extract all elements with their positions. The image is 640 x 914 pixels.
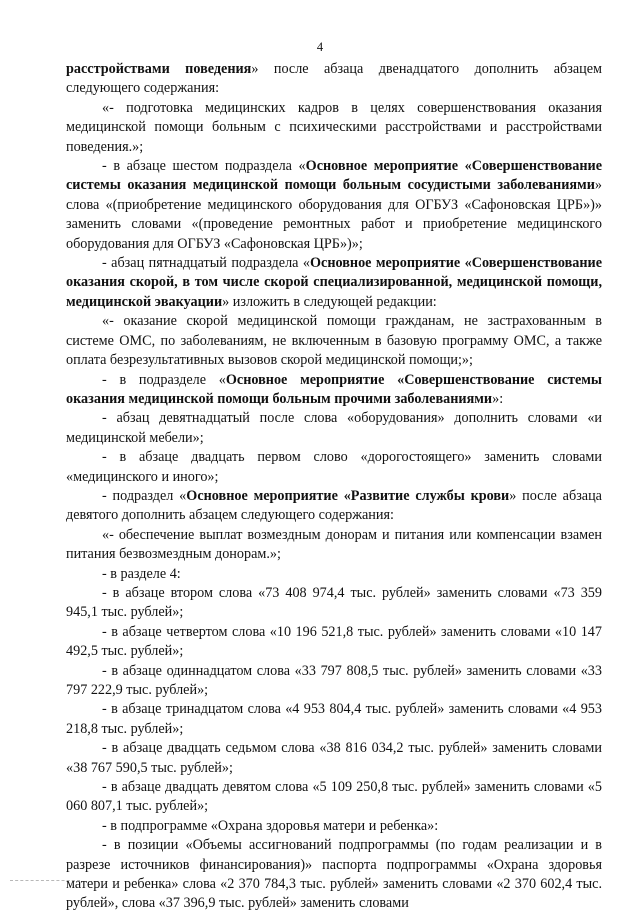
bold-text-fragment: расстройствами поведения [66, 61, 252, 77]
text-fragment: - абзац пятнадцатый подраздела « [102, 255, 310, 272]
paragraph [66, 448, 602, 487]
paragraph [66, 371, 602, 410]
text-fragment: » изложить в следующей редакции: [222, 293, 437, 310]
paragraph [66, 526, 602, 565]
text-fragment: - в абзаце шестом подраздела « [102, 158, 306, 175]
bold-text-fragment: Основное мероприятие «Совершенствование системы оказания медицинской помощи больным сосудистыми заболеваниями [66, 158, 602, 194]
text-fragment: «- обеспечение выплат возмездным донорам и питания или компенсации взамен питания безвозмездным донорам.»; [66, 526, 602, 563]
paragraph [66, 99, 602, 157]
text-fragment: «- подготовка медицинских кадров в целях совершенствования оказания медицинской помощи больным с психическими расстройствами и расстройствами поведения.»; [66, 99, 602, 155]
text-fragment: »: [492, 390, 504, 407]
paragraph [66, 254, 602, 312]
text-fragment: - в абзаце тринадцатом слова «4 953 804,4 тыс. рублей» заменить словами «4 953 218,8 тыс. рублей»; [66, 701, 602, 737]
paragraph [66, 409, 602, 448]
paragraph [66, 836, 602, 914]
paragraph [66, 312, 602, 370]
paragraph [66, 157, 602, 254]
paragraph [66, 584, 602, 623]
footer-separator [10, 880, 80, 881]
text-fragment: «- оказание скорой медицинской помощи гражданам, не застрахованным в системе ОМС, по заболеваниям, не включенным в базовую программу ОМС, а также оплата безрезультативных вызовов скорой медицинской помощи;»; [66, 313, 602, 369]
text-fragment: » после абзаца двенадцатого дополнить абзацем следующего содержания: [66, 61, 602, 97]
text-fragment: - в абзаце двадцать девятом слова «5 109 250,8 тыс. рублей» заменить словами «5 060 807,1 тыс. рублей»; [66, 779, 602, 815]
text-fragment: - в позиции «Объемы ассигнований подпрограммы (по годам реализации и в разрезе источников финансирования)» паспорта подпрограммы «Охрана здоровья матери и ребенка» слова «2 370 784,3 тыс. рублей» заменить словами «2 370 602,4 тыс. рублей», слова «37 396,9 тыс. рублей» заменить словами [66, 837, 602, 912]
text-fragment: - в абзаце двадцать первом слово «дорогостоящего» заменить словами «медицинского и иного»; [66, 449, 602, 485]
bold-text-fragment: Основное мероприятие «Совершенствование системы оказания медицинской помощи больным прочими заболеваниями [66, 371, 602, 407]
bold-text-fragment: Основное мероприятие «Развитие службы крови [186, 487, 510, 504]
paragraph [66, 487, 602, 526]
paragraph [66, 60, 602, 99]
document-body [66, 60, 602, 914]
text-fragment: - в подпрограмме «Охрана здоровья матери и ребенка»: [102, 817, 439, 834]
text-fragment: - абзац девятнадцатый после слова «оборудования» дополнить словами «и медицинской мебели»; [66, 410, 602, 446]
text-fragment: - в абзаце одиннадцатом слова «33 797 808,5 тыс. рублей» заменить словами «33 797 222,9 тыс. рублей»; [66, 662, 602, 698]
text-fragment: - в разделе 4: [102, 565, 181, 582]
paragraph [66, 565, 602, 584]
bold-text-fragment: Основное мероприятие «Совершенствование оказания скорой, в том числе скорой специализированной, медицинской помощи, медицинской эвакуации [66, 255, 602, 310]
paragraph [66, 739, 602, 778]
text-fragment: - в абзаце четвертом слова «10 196 521,8 тыс. рублей» заменить словами «10 147 492,5 тыс. рублей»; [66, 623, 602, 660]
text-fragment: - в абзаце втором слова «73 408 974,4 тыс. рублей» заменить словами «73 359 945,1 тыс. рублей»; [66, 584, 602, 621]
text-fragment: - подраздел « [102, 487, 187, 504]
paragraph [66, 662, 602, 701]
page-number: 4 [316, 40, 324, 54]
text-fragment: - в подразделе « [102, 371, 226, 388]
text-fragment: - в абзаце двадцать седьмом слова «38 816 034,2 тыс. рублей» заменить словами «38 767 590,5 тыс. рублей»; [66, 740, 602, 776]
text-fragment: » слова «(приобретение медицинского оборудования для ОГБУЗ «Сафоновская ЦРБ»)» заменить словами «(проведение ремонтных работ и приобретение медицинского оборудования для ОГБУЗ «Сафоновская ЦРБ»)»; [66, 177, 602, 252]
paragraph [66, 817, 602, 836]
paragraph [66, 700, 602, 739]
text-fragment: » после абзаца девятого дополнить абзацем следующего содержания: [66, 487, 602, 524]
paragraph [66, 623, 602, 662]
paragraph [66, 778, 602, 817]
